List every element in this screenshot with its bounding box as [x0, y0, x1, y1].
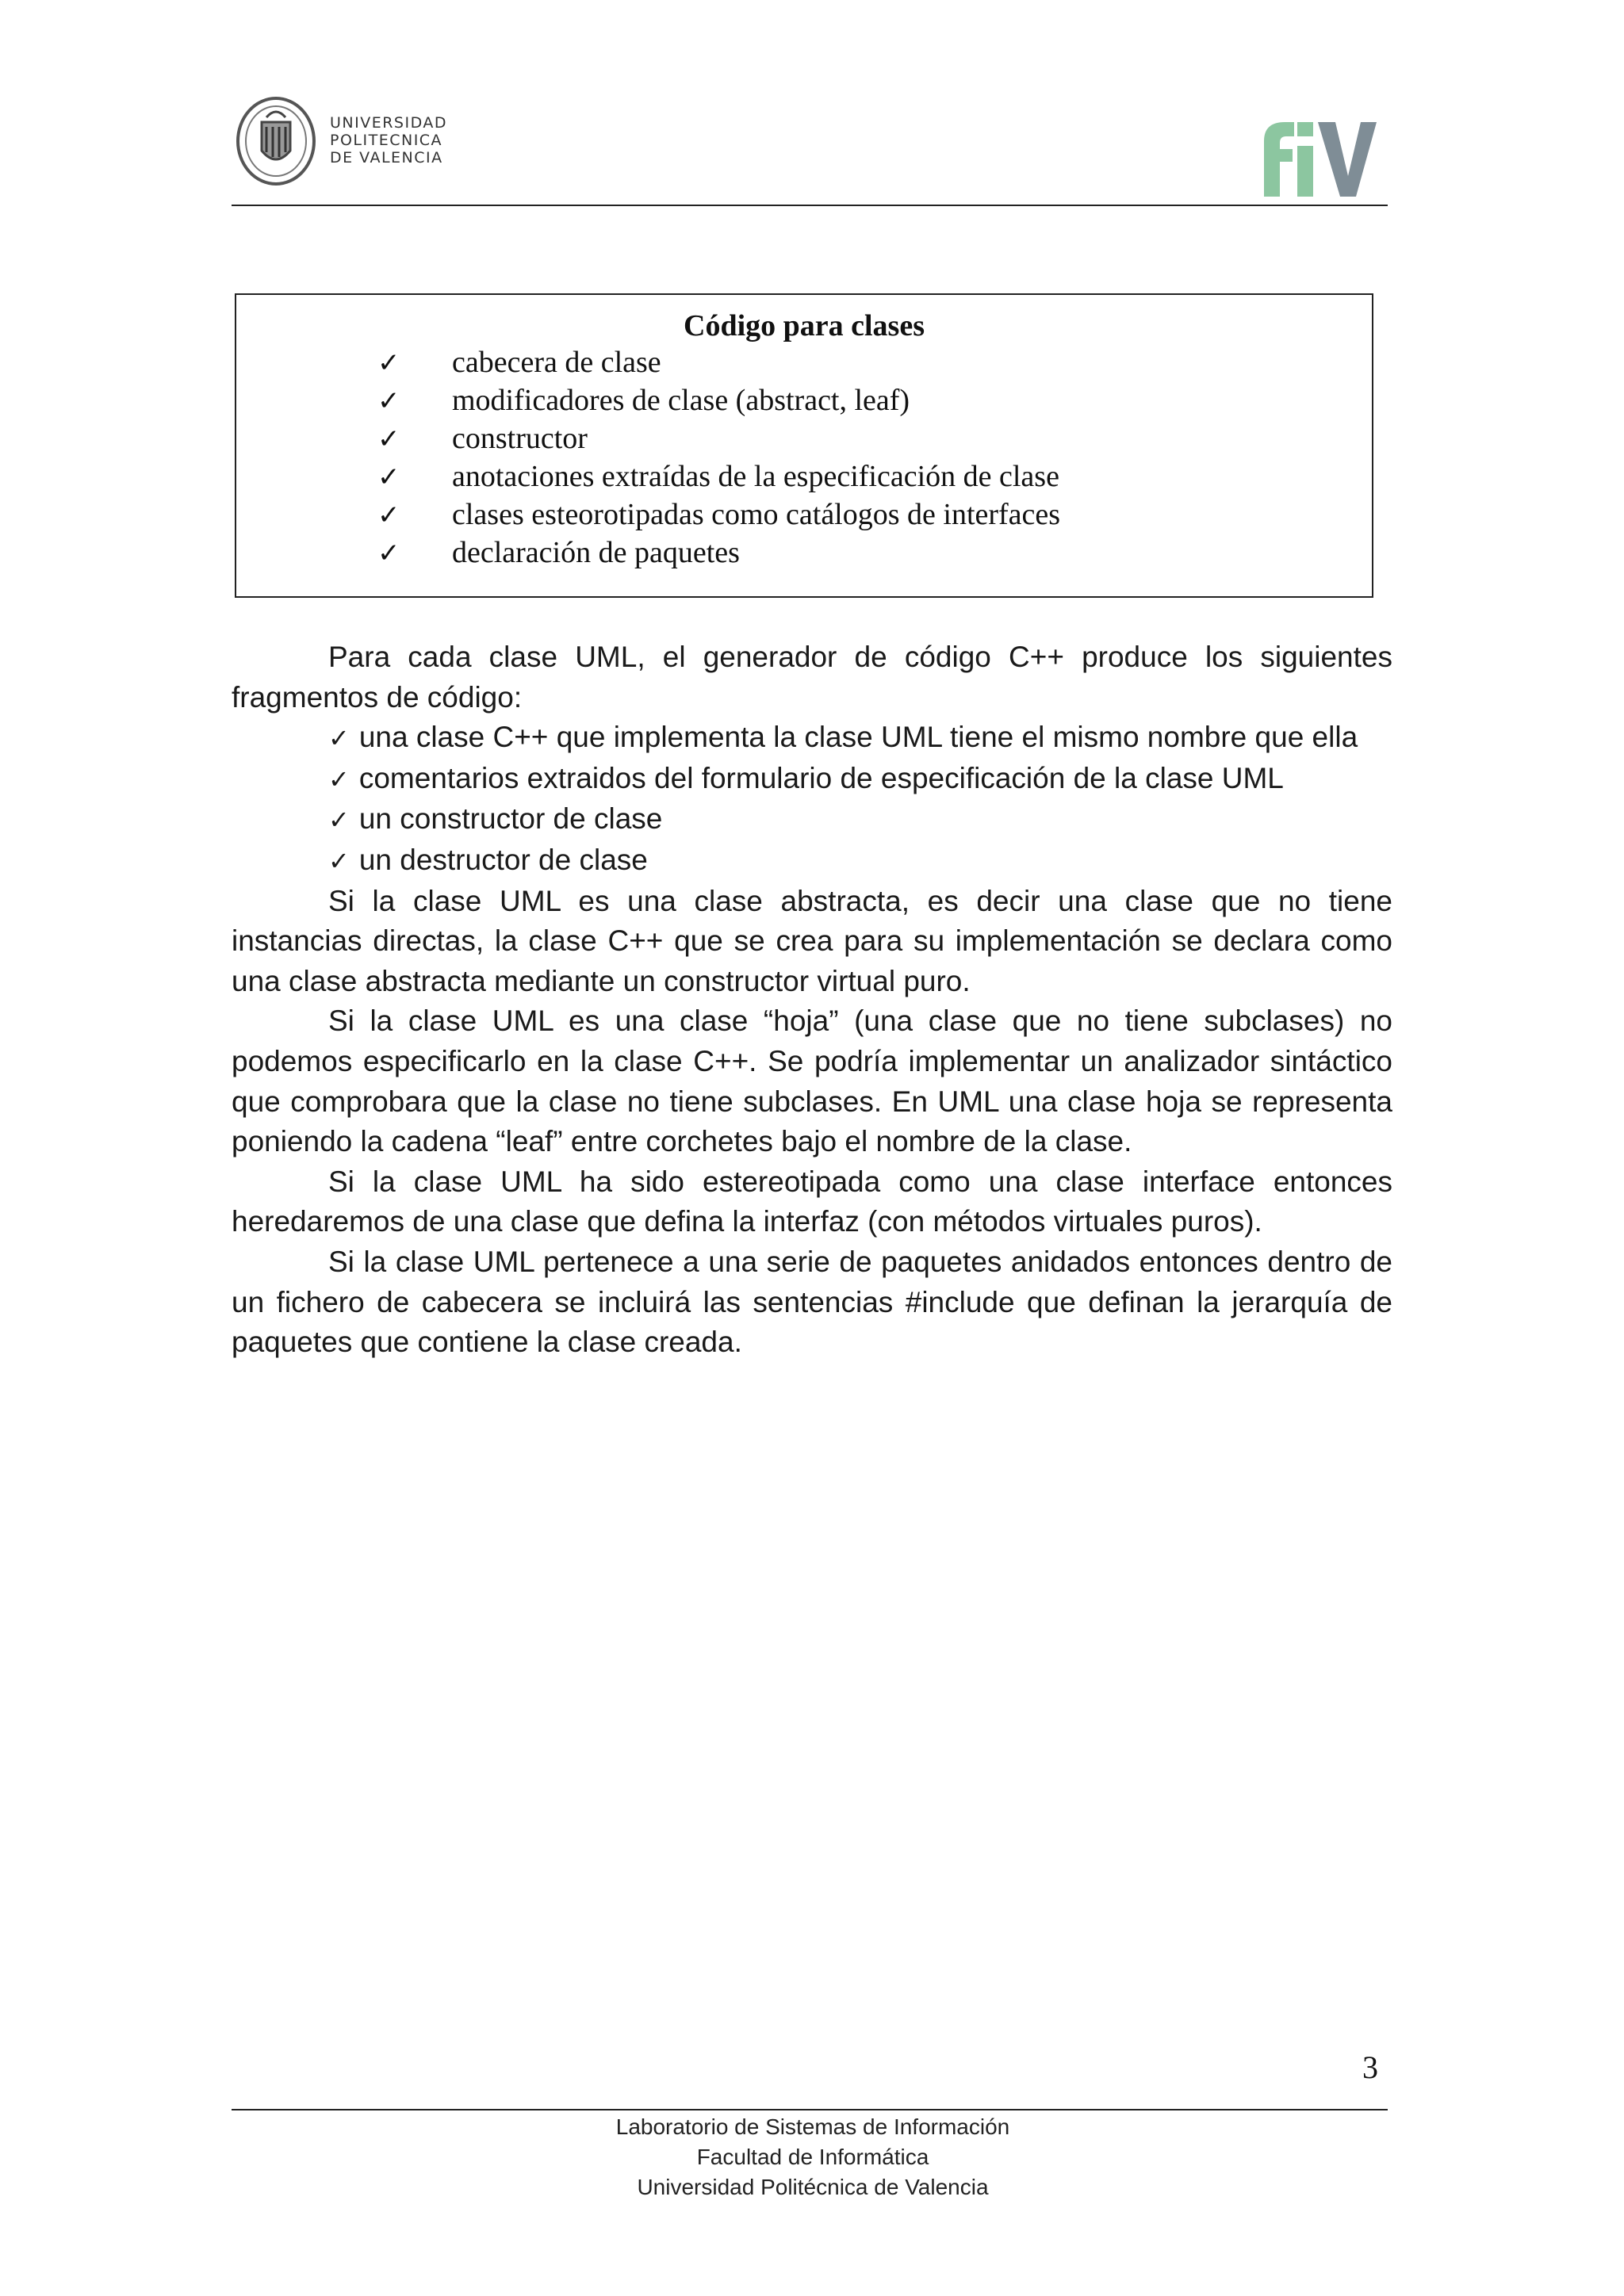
box-item-text: declaración de paquetes	[452, 536, 740, 569]
checkmark-icon: ✓	[377, 461, 400, 493]
box-list-item	[377, 382, 910, 419]
checkmark-icon: ✓	[377, 423, 400, 455]
code-for-classes-box	[235, 293, 1373, 598]
institution-line: POLITECNICA	[330, 132, 443, 149]
box-item-text: modificadores de clase (abstract, leaf)	[452, 384, 910, 417]
footer-line: Facultad de Informática	[696, 2145, 929, 2169]
box-title: Código para clases	[684, 309, 925, 342]
list-item	[232, 718, 1392, 759]
list-item-text: un destructor de clase	[358, 843, 648, 876]
institution-line: UNIVERSIDAD	[330, 114, 448, 132]
footer	[232, 2112, 1394, 2202]
paragraph: Si la clase UML es una clase “hoja” (una clase que no tiene subclases) no podemos especificarlo en la clase C++. Se podría implementar un analizador sintáctico que comprobara que la clase no tiene subclases. En UML una clase hoja se representa poniendo la cadena “leaf” entre corchetes bajo el nombre de la clase.	[232, 1004, 1392, 1158]
list-item-text: una clase C++ que implementa la clase UML tiene el mismo nombre que ella	[358, 721, 1358, 754]
paragraph: Si la clase UML es una clase abstracta, es decir una clase que no tiene instancias directas, la clase C++ que se crea para su implementación se declara como una clase abstracta mediante un constructor virtual puro.	[232, 884, 1392, 997]
list-item-text: comentarios extraidos del formulario de especificación de la clase UML	[358, 761, 1284, 794]
footer-line: Universidad Politécnica de Valencia	[637, 2175, 989, 2199]
page-number: 3	[1362, 2049, 1378, 2085]
box-list-item	[377, 458, 1059, 496]
list-item	[232, 840, 1392, 882]
checkmark-icon: ✓	[328, 845, 350, 876]
box-list-item	[377, 496, 1060, 534]
checkmark-icon: ✓	[377, 347, 400, 379]
checkmark-icon: ✓	[328, 723, 350, 754]
paragraph: Si la clase UML pertenece a una serie de paquetes anidados entonces dentro de un fichero de cabecera se incluirá las sentencias #include que definan la jerarquía de paquetes que contiene la clase creada.	[232, 1245, 1392, 1359]
institution-line: DE VALENCIA	[330, 149, 443, 166]
footer-line: Laboratorio de Sistemas de Información	[615, 2114, 1010, 2139]
upv-logo	[235, 95, 473, 190]
box-item-text: constructor	[452, 422, 588, 455]
header-divider	[232, 205, 1388, 206]
box-item-text: clases esteorotipadas como catálogos de interfaces	[452, 498, 1061, 531]
checkmark-icon: ✓	[377, 385, 400, 417]
list-item	[232, 759, 1392, 800]
box-item-text: cabecera de clase	[452, 346, 661, 379]
list-item-text: un constructor de clase	[358, 802, 663, 836]
list-item	[232, 799, 1392, 840]
box-list-item	[377, 344, 661, 381]
body-text	[232, 637, 1392, 1363]
footer-divider	[232, 2109, 1388, 2110]
box-list-item	[377, 420, 588, 457]
box-item-text: anotaciones extraídas de la especificación de clase	[452, 460, 1059, 493]
paragraph: Si la clase UML ha sido estereotipada como una clase interface entonces heredaremos de una clase que defina la interfaz (con métodos virtuales puros).	[232, 1165, 1392, 1238]
university-seal-icon	[235, 95, 317, 187]
intro-paragraph: Para cada clase UML, el generador de código C++ produce los siguientes fragmentos de código:	[232, 641, 1392, 714]
box-list-item	[377, 534, 740, 572]
fiv-logo	[1259, 114, 1377, 197]
checkmark-icon: ✓	[328, 805, 350, 836]
checkmark-icon: ✓	[377, 499, 400, 531]
checkmark-icon: ✓	[328, 763, 350, 794]
fragments-list	[232, 718, 1392, 881]
checkmark-icon: ✓	[377, 538, 400, 569]
institution-name	[330, 114, 447, 166]
